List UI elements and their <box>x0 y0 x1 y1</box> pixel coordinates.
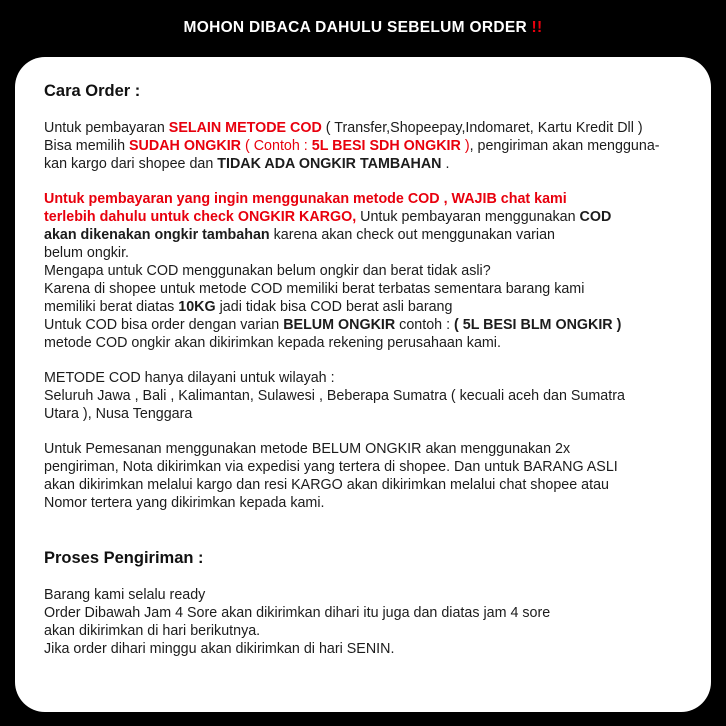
text-line <box>44 586 685 604</box>
paragraph <box>44 190 685 352</box>
text-segment: ( Contoh : <box>241 138 312 154</box>
text-line <box>44 316 685 334</box>
text-line <box>44 298 685 316</box>
text-segment: BELUM ONGKIR <box>283 317 396 333</box>
text-segment: , pengiriman akan mengguna- <box>469 138 660 154</box>
text-line <box>44 369 685 387</box>
text-segment: memiliki berat diatas <box>44 299 179 315</box>
text-line <box>44 226 685 244</box>
text-segment: TIDAK ADA ONGKIR TAMBAHAN <box>217 156 442 172</box>
text-segment: akan dikenakan ongkir tambahan <box>44 227 270 243</box>
text-segment: Order Dibawah Jam 4 Sore akan dikirimkan dihari itu juga dan diatas jam 4 sore <box>44 605 551 621</box>
text-line <box>44 190 685 208</box>
text-line <box>44 244 685 262</box>
header-title: MOHON DIBACA DAHULU SEBELUM ORDER <box>183 19 527 36</box>
text-line <box>44 458 685 476</box>
text-segment: Untuk pembayaran <box>44 120 169 136</box>
text-segment: SUDAH ONGKIR <box>129 138 242 154</box>
text-line <box>44 440 685 458</box>
text-segment: Nomor tertera yang dikirimkan kepada kami. <box>44 495 325 511</box>
text-line <box>44 548 685 568</box>
text-segment: akan dikirimkan di hari berikutnya. <box>44 623 261 639</box>
page-header <box>0 0 726 56</box>
text-segment: kan kargo dari shopee dan <box>44 156 218 172</box>
text-segment: Untuk Pemesanan menggunakan metode BELUM ONGKIR akan menggunakan 2x <box>44 441 571 457</box>
notice-card <box>15 57 711 712</box>
text-line <box>44 494 685 512</box>
section-heading <box>44 81 685 101</box>
text-segment: Untuk pembayaran menggunakan <box>356 209 580 225</box>
text-segment: terlebih dahulu untuk check ONGKIR KARGO, <box>44 209 357 225</box>
text-line <box>44 640 685 658</box>
text-line <box>44 137 685 155</box>
text-segment: Cara Order : <box>44 82 141 100</box>
text-segment: pengiriman, Nota dikirimkan via expedisi yang tertera di shopee. Dan untuk BARANG ASLI <box>44 459 618 475</box>
text-line <box>44 622 685 640</box>
text-line <box>44 387 685 405</box>
text-line <box>44 334 685 352</box>
text-segment: Bisa memilih <box>44 138 130 154</box>
text-line <box>44 262 685 280</box>
text-segment: ( Transfer,Shopeepay,Indomaret, Kartu Kredit Dll ) <box>321 120 643 136</box>
text-segment: . <box>441 156 450 172</box>
text-line <box>44 208 685 226</box>
card-content <box>15 57 711 695</box>
paragraph <box>44 440 685 512</box>
text-line <box>44 81 685 101</box>
text-segment: Proses Pengiriman : <box>44 549 204 567</box>
text-line <box>44 476 685 494</box>
text-segment: Seluruh Jawa , Bali , Kalimantan, Sulawesi , Beberapa Sumatra ( kecuali aceh dan Sumatra <box>44 388 625 404</box>
text-segment: akan dikirimkan melalui kargo dan resi KARGO akan dikirimkan melalui chat shopee atau <box>44 477 609 493</box>
text-segment: Karena di shopee untuk metode COD memiliki berat terbatas sementara barang kami <box>44 281 585 297</box>
text-segment: ( 5L BESI BLM ONGKIR ) <box>454 317 622 333</box>
text-segment: Untuk COD bisa order dengan varian <box>44 317 284 333</box>
text-segment: Mengapa untuk COD menggunakan belum ongkir dan berat tidak asli? <box>44 263 491 279</box>
text-line <box>44 405 685 423</box>
text-segment: 5L BESI SDH ONGKIR <box>311 138 461 154</box>
text-line <box>44 155 685 173</box>
text-segment: SELAIN METODE COD <box>168 120 322 136</box>
text-line <box>44 280 685 298</box>
text-segment: jadi tidak bisa COD berat asli barang <box>215 299 453 315</box>
paragraph <box>44 369 685 423</box>
text-segment: belum ongkir. <box>44 245 130 261</box>
text-segment: 10KG <box>178 299 216 315</box>
text-line <box>44 119 685 137</box>
text-line <box>44 604 685 622</box>
text-segment: METODE COD hanya dilayani untuk wilayah : <box>44 370 335 386</box>
paragraph <box>44 586 685 658</box>
text-segment: Utara ), Nusa Tenggara <box>44 406 193 422</box>
text-segment: karena akan check out menggunakan varian <box>269 227 555 243</box>
paragraph <box>44 119 685 173</box>
text-segment: COD <box>579 209 612 225</box>
section-heading <box>44 548 685 568</box>
header-exclamation: !! <box>526 19 543 36</box>
text-segment: ) <box>460 138 470 154</box>
text-segment: Untuk pembayaran yang ingin menggunakan metode COD , WAJIB chat kami <box>44 191 567 207</box>
text-segment: Jika order dihari minggu akan dikirimkan di hari SENIN. <box>44 641 395 657</box>
text-segment: Barang kami selalu ready <box>44 587 206 603</box>
text-segment: metode COD ongkir akan dikirimkan kepada rekening perusahaan kami. <box>44 335 501 351</box>
text-segment: contoh : <box>395 317 455 333</box>
